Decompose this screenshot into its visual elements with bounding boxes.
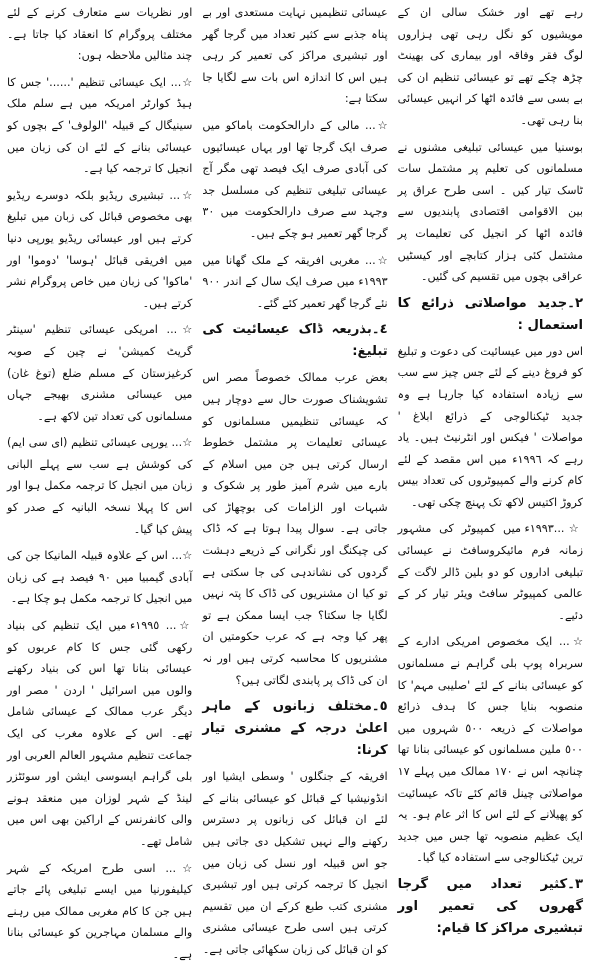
paragraph: ☆... تبشیری ریڈیو بلکہ دوسرے ریڈیو بھی مخصوص قبائل کی زبان میں تبلیغ کرتے ہیں اور عیسائی ریڈیو یورپی دنیا میں افریقی قبائل 'ہوسا' 'دوموا' اور 'ماکوا' کی زبان میں خاص پروگرام نشر کرتے ہیں۔ — [7, 188, 193, 310]
paragraph: اور نظریات سے متعارف کرنے کے لئے مختلف پروگرام کا انعقاد کیا جاتا ہے۔ چند مثالیں ملاحظہ ہوں: — [7, 6, 193, 63]
paragraph: رہے تھے اور خشک سالی ان کے مویشیوں کو نگل رہی تھی ہزاروں لوگ فقر وفاقہ اور بیماری کی بھینٹ چڑھ چکے تھے تو عیسائی تنظیم ان کی بے بسی سے فائدہ اٹھا کر انہیں عیسائی بنا رہی تھی۔ — [397, 6, 583, 127]
paragraph: ☆... مالی کے دارالحکومت باماکو میں صرف ایک گرجا تھا اور یہاں عیسائیوں کی آبادی صرف ایک فیصد تھی مگر آج عیسائی تبلیغی تنظیم کی مسلسل جد وجہد سے صرف دارالحکومت میں ٣٠ گرجا گھر تعمیر ہو چکے ہیں۔ — [202, 118, 388, 240]
section-heading: ٥۔مختلف زبانوں کے ماہر اعلیٰ درجہ کے مشنری تیار کرنا: — [202, 699, 388, 759]
text-column-middle — [199, 2, 390, 956]
paragraph: ☆... یورپی عیسائی تنظیم (ای سی ایم) کی کوشش ہے سب سے پہلے البانی زبان میں انجیل کا ترجمہ مکمل ہوا اور اس کا پہلا نسخہ البانیہ کے صدر کو پیش کیا گیا۔ — [7, 436, 193, 536]
paragraph: ☆... امریکی عیسائی تنظیم 'سینٹر گریٹ کمیشن' نے چین کے صوبہ کرغیزستان کے مسلم ضلع (توغ غان) میں عیسائی مشنری بھیجے جہاں مسلمانوں کی تعداد تین لاکھ ہے۔ — [7, 323, 193, 423]
section-heading: ٤۔بذریعہ ڈاک عیسائیت کی تبلیغ: — [202, 322, 388, 360]
paragraph: ☆... ایک مخصوص امریکی ادارے کے سربراہ پوپ بلی گراہم نے مسلمانوں کو عیسائی بنانے کے لئے 'صلیبی مہم' کا منصوبہ بنایا جس کا ہدف ذرائع مواصلات کے ذریعہ ٥٠٠ شہروں میں ٥٠٠ ملین مسلمانوں کو عیسائی بنانا تھا چنانچہ اس نے ١٧٠ ممالک میں پہلے ١٧ مواصلاتی چینل قائم کئے تاکہ عیسائیت کو پھیلانے کے لئے اس کا اثر عام ہو۔ یہ ایک عظیم منصوبہ تھا جس میں جدید ترین ٹیکنالوجی سے استفادہ کیا گیا۔ — [397, 635, 584, 865]
text-column-left — [4, 2, 195, 961]
paragraph: ☆... اس کے علاوہ قبیلہ المانیکا جن کی آبادی گیمبیا میں ٩٠ فیصد ہے کی زبان میں انجیل کا ترجمہ مکمل ہو چکا ہے۔ — [7, 549, 193, 606]
paragraph: ☆... ١٩٩٥ء میں ایک تنظیم کی بنیاد رکھی گئی جس کا کام عربوں کو عیسائی بنانا تھا اس کی بنیاد رکھنے والوں میں اسرائیل ' اردن ' مصر اور دیگر عرب ممالک کے عیسائی شامل تھے۔ اس کے علاوہ مغرب کی ایک جماعت تنظیم مشہور العالم العربی اور بلی گراہم ایسوسی ایشن اور سوئٹزر لینڈ کے شہر لوزان میں منعقد ہونے والی کانفرنس کے اراکین بھی اس میں شامل تھے۔ — [7, 619, 193, 848]
paragraph: ☆... اسی طرح امریکہ کے شہر کیلیفورنیا میں ایسے تبلیغی پائے جاتے ہیں جن کا کام مغربی ممالک میں رہنے والے مسلمان مہاجرین کو عیسائی بنانا ہے۔ — [7, 861, 193, 961]
paragraph: بوسنیا میں عیسائی تبلیغی مشنوں نے مسلمانوں کی تعلیم پر مشتمل سات ٹاسک تیار کیں ۔ اسی طرح عراق پر بین الاقوامی اقتصادی پابندیوں سے فائدہ اٹھا کر انجیل کی تعلیمات پر مشتمل کئی ہزار کتابچے اور کیسٹیں عراقی بچوں میں تقسیم کی گئیں۔ — [397, 140, 583, 284]
section-heading: ٢۔جدید مواصلاتی ذرائع کا استعمال : — [397, 295, 583, 333]
paragraph: ☆...١٩٩٣ء میں کمپیوٹر کی مشہور زمانہ فرم مائیکروسافٹ نے عیسائی تبلیغی اداروں کو دو بلین ڈالر لاگت کے عالمی کمپیوٹر سافٹ ویئر تیار کر کے دئیے۔ — [397, 522, 583, 622]
paragraph: اس دور میں عیسائیت کی دعوت و تبلیغ کو فروغ دینے کے لئے جس چیز سے سب سے زیادہ استفادہ کیا جارہا ہے وہ جدید ٹیکنالوجی کے ذرائع ابلاغ ' مواصلات ' فیکس اور انٹرنیٹ ہیں۔ یاد رہے کہ ١٩٩٦ء میں اس مقصد کے لئے کام کرنے والے کمپیوٹروں کی تعداد بیس کروڑ اکتیس لاکھ تک پہنچ چکی تھی۔ — [397, 344, 583, 509]
paragraph: ☆... مغربی افریقہ کے ملک گھانا میں ١٩٩٣ء میں صرف ایک سال کے اندر ٩٠٠ نئے گرجا گھر تعمیر کئے گئے۔ — [202, 253, 388, 310]
paragraph: افریقہ کے جنگلوں ' وسطی ایشیا اور انڈونیشیا کے قبائل کو عیسائی بنانے کے لئے ان قبائل کی زبانوں پر دسترس رکھنے والے نہیں تشکیل دی جاتی ہیں جو اس قبیلہ اور نسل کی زبان میں انجیل کا ترجمہ کرتی ہیں اور تبشیری مشنری کتب طبع کرکے ان میں تقسیم کرتی ہیں اسی طرح عیسائی مشنری کو ان قبائل کی زبان سکھائی جاتی ہے۔ — [202, 770, 388, 956]
text-column-right — [395, 2, 586, 936]
paragraph: عیسائی تنظیمیں نہایت مستعدی اور بے پناہ جذبے سے کثیر تعداد میں گرجا گھر اور تبشیری مراکز کی تعمیر کر رہی ہیں اس کا اندازہ اس بات سے لگایا جا سکتا ہے: — [202, 6, 388, 106]
section-heading: ٣۔کثیر تعداد میں گرجا گھروں کی تعمیر اور تبشیری مراکز کا قیام: — [397, 876, 583, 936]
paragraph: ☆... ایک عیسائی تنظیم '......' جس کا ہیڈ کوارٹر امریکہ میں ہے سلم ملک سینیگال کے قبیلہ 'الولوف' کے بچوں کو عیسائی بنانے کے لئے ان کی زبان میں انجیل کا ترجمہ کیا ہے۔ — [7, 75, 193, 176]
paragraph: بعض عرب ممالک خصوصاً مصر اس تشویشناک صورت حال سے دوچار ہیں کہ عیسائی تنظیمیں مسلمانوں کو عیسائی تعلیمات پر مشتمل خطوط ارسال کرتی ہیں جن میں اسلام کے بارے میں شرم آمیز طور پر شکوک و شبہات اور الزامات کی بوچھاڑ کی جاتی ہے۔ سوال پیدا ہوتا ہے کہ ڈاک کی چیکنگ اور نگرانی کے ذریعے دہشت گردوں کی نشاندہی کی جا سکتی ہے تو کیا ان مشنریوں کی ڈاک کا پتہ نہیں لگایا جا سکتا؟ جب ایسا ممکن ہے تو پھر کیا وجہ ہے کہ عرب حکومتیں ان مشنریوں کا محاسبہ کرتی ہیں اور نہ ان کی ڈاک پر پابندی لگاتی ہیں؟ — [202, 371, 388, 687]
